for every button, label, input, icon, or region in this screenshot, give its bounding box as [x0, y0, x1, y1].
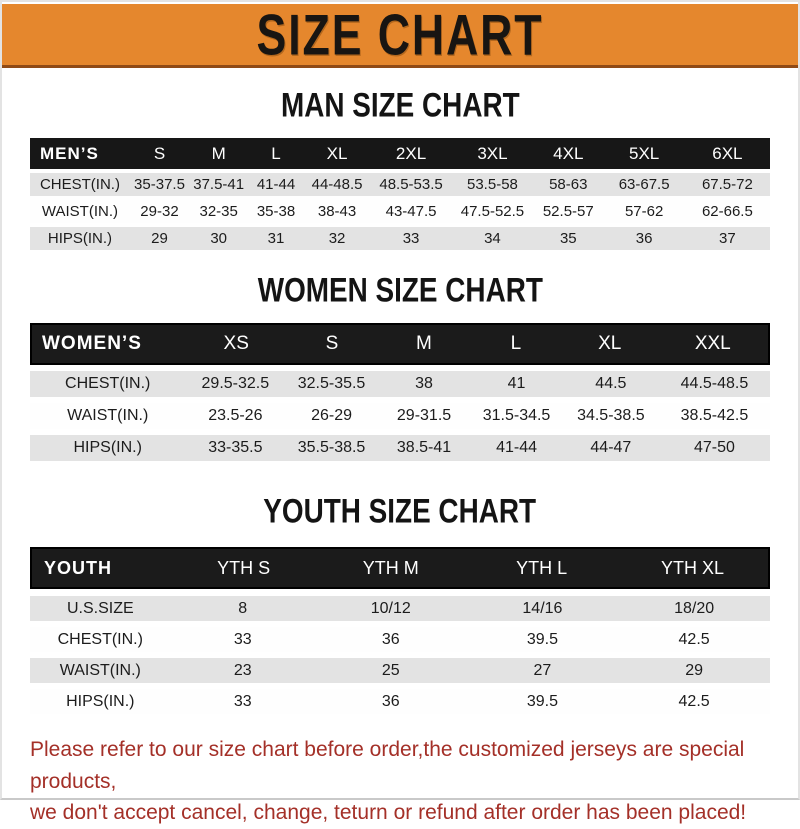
size-value: 32: [328, 230, 346, 247]
women-size-table: [30, 323, 770, 461]
men-section-heading: [2, 86, 798, 125]
size-value: 32.5-35.5: [297, 375, 366, 392]
size-column-header: S: [153, 143, 166, 163]
size-value: 34.5-38.5: [577, 407, 645, 424]
size-value: 38.5-42.5: [680, 407, 749, 424]
row-label: CHEST(IN.): [65, 375, 151, 392]
page-title: SIZE CHART: [256, 4, 544, 67]
size-value: 36: [381, 630, 400, 648]
row-label: U.S.SIZE: [66, 599, 134, 617]
size-value: 37.5-41: [193, 176, 245, 193]
youth-section-heading-text: YOUTH SIZE CHART: [263, 492, 537, 531]
table-row: [30, 371, 770, 397]
size-value: 53.5-58: [467, 176, 518, 193]
size-value: 44.5: [595, 375, 627, 392]
size-value: 36: [635, 230, 653, 247]
size-column-header: L: [271, 143, 281, 163]
size-value: 8: [238, 599, 248, 617]
size-column-header: XS: [223, 333, 249, 354]
size-value: 38: [415, 375, 433, 392]
men-size-section: [2, 86, 798, 250]
size-value: 38.5-41: [396, 439, 452, 456]
women-size-section: [2, 271, 798, 461]
size-value: 33-35.5: [208, 439, 263, 456]
women-section-heading-text: WOMEN SIZE CHART: [257, 271, 543, 310]
size-value: 34: [484, 230, 501, 247]
row-label: WAIST(IN.): [41, 203, 118, 220]
order-disclaimer: [30, 734, 770, 829]
size-value: 41: [507, 375, 526, 392]
size-value: 35-37.5: [134, 176, 185, 193]
size-value: 67.5-72: [701, 176, 753, 193]
size-column-header: XL: [326, 143, 348, 163]
table-row: [30, 227, 770, 250]
size-value: 35: [559, 230, 577, 247]
size-column-header: 2XL: [395, 143, 427, 163]
size-value: 30: [210, 230, 228, 247]
men-size-table: [30, 138, 770, 250]
size-value: 58-63: [549, 176, 588, 193]
size-value: 33: [233, 692, 252, 710]
row-label: HIPS(IN.): [73, 439, 142, 456]
size-value: 42.5: [678, 692, 710, 710]
table-row: [30, 173, 770, 196]
size-column-header: 6XL: [712, 143, 743, 163]
women-section-heading: [2, 271, 798, 310]
disclaimer-line-1: Please refer to our size chart before order,the customized jerseys are special products,: [30, 738, 745, 793]
size-value: 44-47: [590, 439, 632, 456]
size-value: 42.5: [678, 630, 710, 648]
table-corner-label: MEN’S: [40, 143, 99, 163]
size-value: 62-66.5: [701, 203, 753, 220]
size-column-header: YTH S: [217, 557, 271, 578]
size-column-header: 5XL: [629, 143, 660, 163]
row-label: HIPS(IN.): [66, 692, 135, 710]
size-column-header: YTH M: [362, 557, 419, 578]
table-row: [30, 627, 770, 652]
table-row: [30, 200, 770, 223]
table-row: [30, 403, 770, 429]
size-value: 57-62: [624, 203, 664, 220]
size-value: 27: [533, 661, 552, 679]
size-column-header: S: [325, 333, 339, 354]
size-value: 35-38: [256, 203, 296, 220]
size-value: 48.5-53.5: [379, 176, 443, 193]
table-header-row: [30, 547, 770, 589]
size-column-header: L: [510, 333, 522, 354]
size-column-header: M: [211, 143, 226, 163]
size-value: 23.5-26: [208, 407, 263, 424]
size-chart-banner: [2, 4, 798, 68]
size-value: 33: [233, 630, 252, 648]
size-value: 37: [719, 230, 736, 247]
size-column-header: YTH XL: [661, 557, 725, 578]
row-label: HIPS(IN.): [47, 230, 113, 247]
size-value: 36: [381, 692, 400, 710]
size-value: 23: [233, 661, 252, 679]
size-value: 44.5-48.5: [680, 375, 749, 392]
row-label: CHEST(IN.): [57, 630, 143, 648]
youth-size-table: [30, 547, 770, 714]
size-value: 44-48.5: [311, 176, 363, 193]
size-value: 41-44: [496, 439, 537, 456]
size-value: 31.5-34.5: [482, 407, 551, 424]
table-row: [30, 435, 770, 461]
size-column-header: XXL: [694, 333, 731, 354]
row-label: WAIST(IN.): [59, 661, 141, 679]
youth-section-heading: [2, 492, 798, 531]
size-value: 14/16: [522, 599, 563, 617]
size-value: 39.5: [526, 692, 558, 710]
size-value: 47-50: [694, 439, 735, 456]
size-column-header: 4XL: [553, 143, 584, 163]
table-header-row: [30, 323, 770, 365]
table-row: [30, 689, 770, 714]
size-value: 52.5-57: [542, 203, 594, 220]
table-row: [30, 596, 770, 621]
table-corner-label: WOMEN’S: [42, 333, 142, 354]
size-value: 33: [402, 230, 420, 247]
size-column-header: YTH L: [516, 557, 568, 578]
men-section-heading-text: MAN SIZE CHART: [280, 86, 520, 125]
size-value: 41-44: [256, 176, 296, 193]
size-value: 38-43: [317, 203, 357, 220]
table-row: [30, 658, 770, 683]
size-value: 43-47.5: [385, 203, 437, 220]
table-corner-label: YOUTH: [44, 557, 112, 578]
size-value: 35.5-38.5: [297, 439, 366, 456]
size-value: 29-32: [140, 203, 179, 220]
size-column-header: M: [415, 333, 432, 354]
size-value: 26-29: [311, 407, 352, 424]
row-label: WAIST(IN.): [67, 407, 149, 424]
size-value: 31: [267, 230, 285, 247]
size-value: 47.5-52.5: [460, 203, 525, 220]
size-value: 39.5: [526, 630, 558, 648]
size-value: 29: [151, 230, 168, 247]
size-column-header: 3XL: [477, 143, 508, 163]
table-header-row: [30, 138, 770, 169]
size-value: 63-67.5: [618, 176, 670, 193]
size-value: 29-31.5: [396, 407, 452, 424]
size-value: 29: [685, 661, 703, 679]
youth-size-section: [2, 492, 798, 714]
size-value: 25: [381, 661, 400, 679]
size-value: 29.5-32.5: [201, 375, 270, 392]
size-value: 10/12: [370, 599, 411, 617]
size-column-header: XL: [598, 333, 622, 354]
row-label: CHEST(IN.): [39, 176, 120, 193]
disclaimer-line-2: we don't accept cancel, change, teturn or refund after order has been placed!: [30, 801, 747, 824]
size-value: 32-35: [199, 203, 238, 220]
size-value: 18/20: [674, 599, 715, 617]
